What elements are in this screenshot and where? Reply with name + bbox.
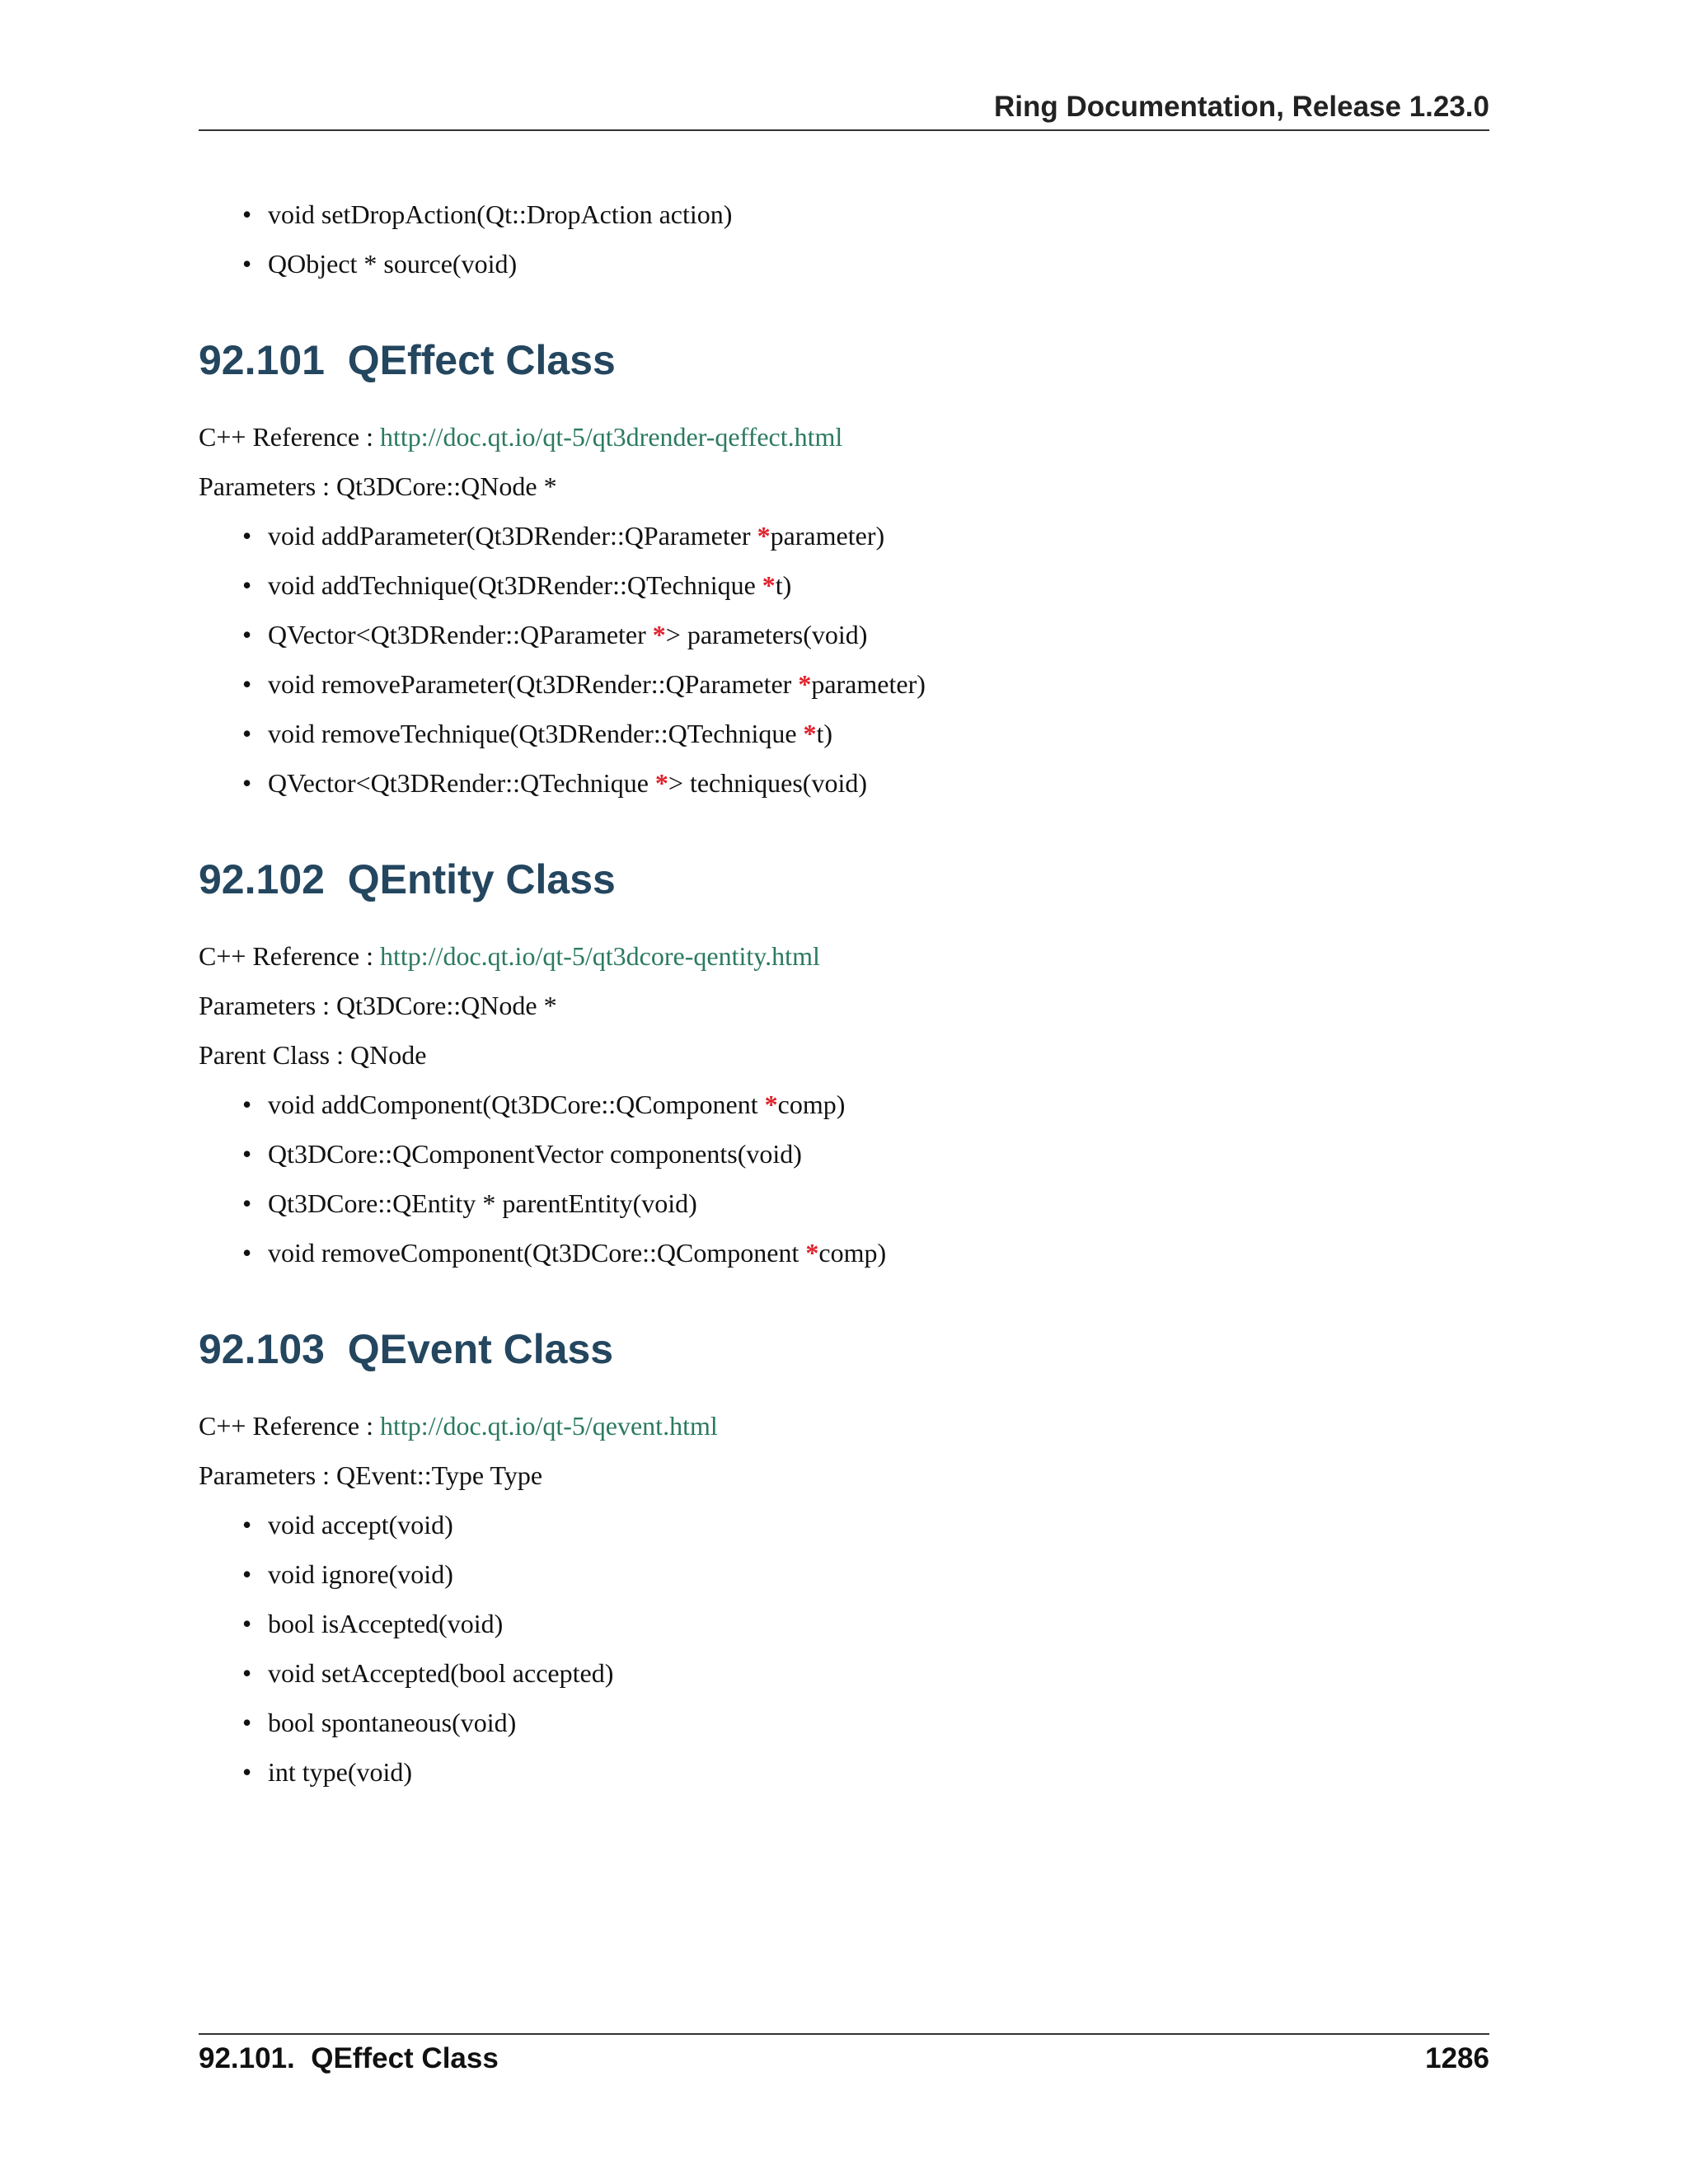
section-qeffect [199, 336, 1489, 799]
list-item: • void accept(void) [242, 1510, 453, 1540]
cpp-reference: C++ Reference : http://doc.qt.io/qt-5/qt3drender-qeffect.html [199, 422, 843, 452]
list-item: • bool isAccepted(void) [242, 1609, 504, 1638]
footer-section-title: 92.101. QEffect Class [199, 2042, 499, 2074]
parameters: Parameters : Qt3DCore::QNode * [199, 471, 557, 501]
list-item: • int type(void) [242, 1757, 413, 1787]
section-qevent [199, 1325, 1489, 1788]
list-item: • QVector<Qt3DRender::QTechnique *> techniques(void) [242, 768, 867, 798]
section-title: 92.103 QEvent Class [199, 1326, 614, 1372]
reference-link[interactable]: http://doc.qt.io/qt-5/qt3drender-qeffect.html [380, 422, 843, 452]
method-list [199, 1508, 1489, 1788]
cpp-reference: C++ Reference : http://doc.qt.io/qt-5/qevent.html [199, 1411, 718, 1441]
list-item: • void setDropAction(Qt::DropAction action) [242, 199, 733, 229]
parameters: Parameters : Qt3DCore::QNode * [199, 991, 557, 1020]
list-item: • void setAccepted(bool accepted) [242, 1658, 614, 1688]
list-item: • void ignore(void) [242, 1559, 453, 1589]
parameters: Parameters : QEvent::Type Type [199, 1460, 543, 1490]
list-item: • void addParameter(Qt3DRender::QParameter *parameter) [242, 521, 885, 551]
list-item: • QVector<Qt3DRender::QParameter *> parameters(void) [242, 620, 868, 649]
page-content [199, 198, 1489, 1805]
list-item: • Qt3DCore::QComponentVector components(void) [242, 1139, 802, 1169]
running-header: Ring Documentation, Release 1.23.0 [993, 91, 1489, 123]
section-title: 92.101 QEffect Class [199, 337, 616, 383]
parent-class: Parent Class : QNode [199, 1040, 427, 1070]
method-list [199, 519, 1489, 799]
list-item: • Qt3DCore::QEntity * parentEntity(void) [242, 1188, 697, 1218]
header-rule [199, 129, 1489, 131]
list-item: • bool spontaneous(void) [242, 1708, 517, 1737]
list-item: • void removeComponent(Qt3DCore::QComponent *comp) [242, 1238, 887, 1268]
page-number: 1286 [1425, 2042, 1489, 2074]
list-item: • void removeParameter(Qt3DRender::QParameter *parameter) [242, 669, 926, 699]
section-qentity [199, 855, 1489, 1269]
list-item: • QObject * source(void) [242, 249, 518, 279]
list-item: • void addComponent(Qt3DCore::QComponent *comp) [242, 1090, 846, 1119]
reference-link[interactable]: http://doc.qt.io/qt-5/qt3dcore-qentity.html [380, 941, 820, 971]
list-item: • void addTechnique(Qt3DRender::QTechnique *t) [242, 570, 792, 600]
intro-list [199, 198, 1489, 280]
reference-link[interactable]: http://doc.qt.io/qt-5/qevent.html [380, 1411, 718, 1441]
list-item: • void removeTechnique(Qt3DRender::QTechnique *t) [242, 719, 833, 748]
section-title: 92.102 QEntity Class [199, 856, 616, 902]
footer-rule [199, 2033, 1489, 2035]
cpp-reference: C++ Reference : http://doc.qt.io/qt-5/qt3dcore-qentity.html [199, 941, 820, 971]
method-list [199, 1088, 1489, 1269]
